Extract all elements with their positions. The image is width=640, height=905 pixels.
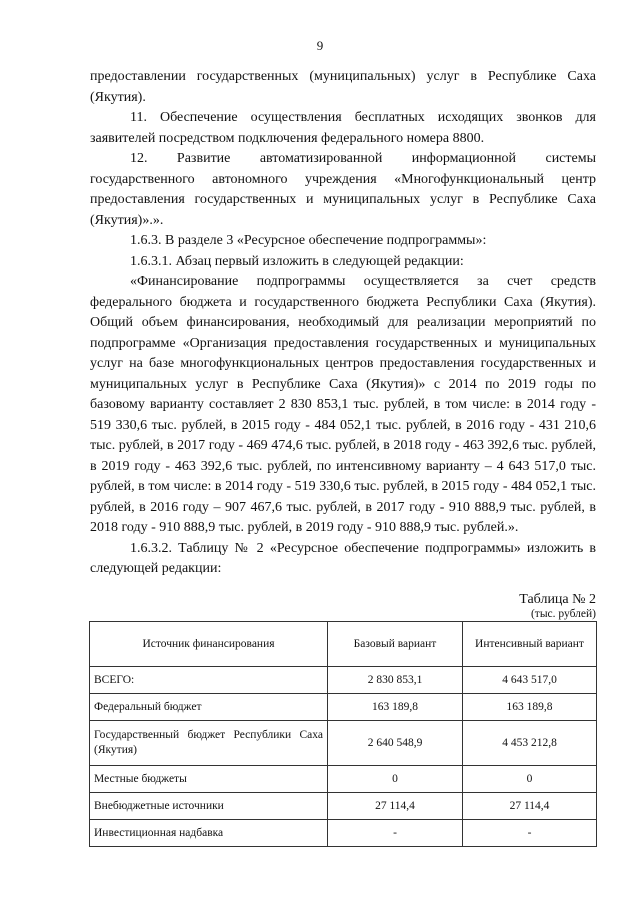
row-base-value: 2 830 853,1 — [328, 667, 463, 694]
paragraph-item-12: 12. Развитие автоматизированной информационной системы государственного автономного учреждения «Многофункциональный центр предоставления государственных и муниципальных услуг в Республике Саха (Якутия)».». — [90, 151, 596, 228]
row-source: Государственный бюджет Республики Саха (Якутия) — [90, 721, 328, 766]
row-base-value: - — [328, 820, 463, 847]
paragraph-financing: «Финансирование подпрограммы осуществляется за счет средств федерального бюджета и государственного бюджета Республики Саха (Якутия). Общий объем финансирования, необходимый для реализации мероприятий по подпрограмме «Организация предоставления государственных и муниципальных услуг на базе многофункциональных центров предоставления государственных и муниципальных услуг в Республике Саха (Якутия)» с 2014 по 2019 годы по базовому варианту составляет 2 830 853,1 тыс. рублей, в том числе: в 2014 году - 519 330,6 тыс. рублей, в 2015 году - 484 052,1 тыс. рублей, в 2016 году - 431 210,6 тыс. рублей, в 2017 году - 469 474,6 тыс. рублей, в 2018 году - 463 392,6 тыс. рублей, в 2019 году - 463 392,6 тыс. рублей, по интенсивному варианту – 4 643 517,0 тыс. рублей, в том числе: в 2014 году - 519 330,6 тыс. рублей, в 2015 году - 484 052,1 тыс. рублей, в 2016 году – 907 467,6 тыс. рублей, в 2017 году - 910 888,9 тыс. рублей, в 2018 году - 910 888,9 тыс. рублей, в 2019 году - 910 888,9 тыс. рублей.». — [90, 274, 596, 535]
paragraph-section-1-6-3-2: 1.6.3.2. Таблицу № 2 «Ресурсное обеспечение подпрограммы» изложить в следующей редакции: — [90, 540, 596, 576]
row-source: Местные бюджеты — [90, 766, 328, 793]
row-source: Внебюджетные источники — [90, 793, 328, 820]
row-source: ВСЕГО: — [90, 667, 328, 694]
table-header-row — [90, 622, 597, 667]
row-base-value: 27 114,4 — [328, 793, 463, 820]
table-row — [90, 820, 597, 847]
table-row — [90, 667, 597, 694]
table-caption: Таблица № 2 — [519, 592, 596, 607]
row-source: Федеральный бюджет — [90, 694, 328, 721]
table-row — [90, 721, 597, 766]
row-base-value: 2 640 548,9 — [328, 721, 463, 766]
header-intensive: Интенсивный вариант — [463, 622, 597, 667]
page-number: 9 — [316, 38, 324, 53]
financing-table — [89, 621, 597, 847]
table-units: (тыс. рублей) — [530, 608, 596, 620]
row-intensive-value: 4 643 517,0 — [463, 667, 597, 694]
row-source: Инвестиционная надбавка — [90, 820, 328, 847]
header-source: Источник финансирования — [90, 622, 328, 667]
row-intensive-value: 0 — [463, 766, 597, 793]
row-base-value: 163 189,8 — [328, 694, 463, 721]
paragraph-item-11: 11. Обеспечение осуществления бесплатных исходящих звонков для заявителей посредством подключения федерального номера 8800. — [90, 110, 596, 146]
row-intensive-value: 163 189,8 — [463, 694, 597, 721]
header-base: Базовый вариант — [328, 622, 463, 667]
paragraph-section-1-6-3: 1.6.3. В разделе 3 «Ресурсное обеспечение подпрограммы»: — [130, 233, 487, 248]
row-intensive-value: 27 114,4 — [463, 793, 597, 820]
paragraph-section-1-6-3-1: 1.6.3.1. Абзац первый изложить в следующей редакции: — [130, 253, 464, 269]
paragraph-services-end: предоставлении государственных (муниципальных) услуг в Республике Саха (Якутия). — [90, 69, 596, 105]
document-body — [90, 67, 596, 580]
table-row — [90, 766, 597, 793]
row-intensive-value: 4 453 212,8 — [463, 721, 597, 766]
row-base-value: 0 — [328, 766, 463, 793]
row-intensive-value: - — [463, 820, 597, 847]
table-row — [90, 694, 597, 721]
table-row — [90, 793, 597, 820]
